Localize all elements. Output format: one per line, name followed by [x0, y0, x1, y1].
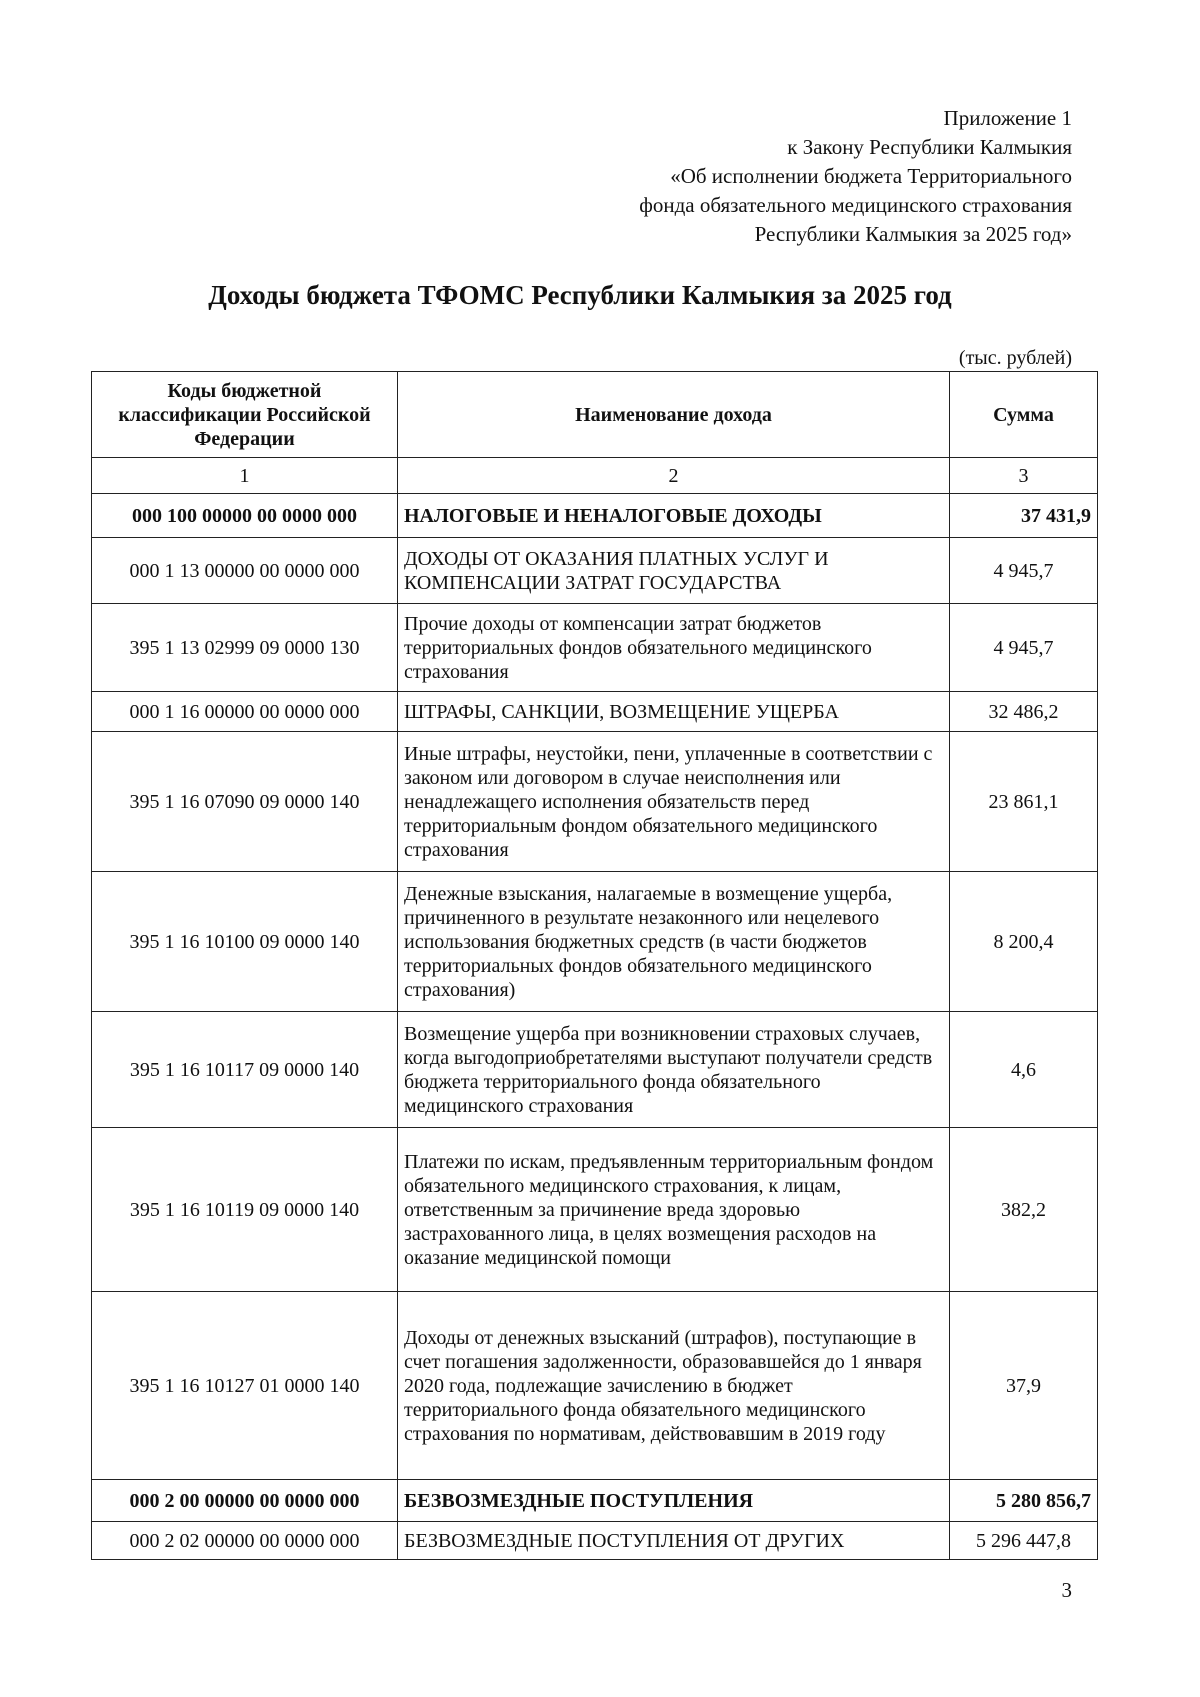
- row-name: БЕЗВОЗМЕЗДНЫЕ ПОСТУПЛЕНИЯ ОТ ДРУГИХ: [398, 1522, 950, 1560]
- row-name: НАЛОГОВЫЕ И НЕНАЛОГОВЫЕ ДОХОДЫ: [398, 494, 950, 538]
- header-sum: Сумма: [950, 372, 1098, 458]
- appendix-line: Приложение 1: [943, 106, 1072, 130]
- row-sum: 32 486,2: [950, 692, 1098, 732]
- table-row: [92, 1292, 1098, 1480]
- column-number: 3: [950, 458, 1098, 494]
- units-label: (тыс. рублей): [958, 347, 1072, 369]
- row-code: 395 1 16 10100 09 0000 140: [92, 872, 398, 1012]
- row-sum: 4,6: [950, 1012, 1098, 1128]
- row-code: 395 1 16 10127 01 0000 140: [92, 1292, 398, 1480]
- row-code: 395 1 16 07090 09 0000 140: [92, 732, 398, 872]
- table-row: [92, 872, 1098, 1012]
- table-row: [92, 1522, 1098, 1560]
- header-codes: Коды бюджетной классификации Российской Федерации: [92, 372, 398, 458]
- row-code: 000 2 02 00000 00 0000 000: [92, 1522, 398, 1560]
- table-row: [92, 494, 1098, 538]
- document-title: Доходы бюджета ТФОМС Республики Калмыкия за 2025 год: [208, 280, 952, 310]
- appendix-line: Республики Калмыкия за 2025 год»: [754, 222, 1072, 246]
- row-name: Возмещение ущерба при возникновении страховых случаев, когда выгодоприобретателями выступают получатели средств бюджета территориального фонда обязательного медицинского страхования: [398, 1012, 950, 1128]
- row-name: Доходы от денежных взысканий (штрафов), поступающие в счет погашения задолженности, образовавшейся до 1 января 2020 года, подлежащие зачислению в бюджет территориального фонда обязательного медицинского страхования по нормативам, действовавшим в 2019 году: [398, 1292, 950, 1480]
- column-number: 2: [398, 458, 950, 494]
- table-row: [92, 732, 1098, 872]
- table-row: [92, 538, 1098, 604]
- row-sum: 4 945,7: [950, 538, 1098, 604]
- appendix-line: к Закону Республики Калмыкия: [787, 135, 1072, 159]
- row-sum: 382,2: [950, 1128, 1098, 1292]
- page-number: 3: [1061, 1578, 1072, 1602]
- table-row: [92, 692, 1098, 732]
- row-name: Платежи по искам, предъявленным территориальным фондом обязательного медицинского страхования, к лицам, ответственным за причинение вреда здоровью застрахованного лица, в целях возмещения расходов на оказание медицинской помощи: [398, 1128, 950, 1292]
- row-name: ШТРАФЫ, САНКЦИИ, ВОЗМЕЩЕНИЕ УЩЕРБА: [398, 692, 950, 732]
- table-row: [92, 1012, 1098, 1128]
- row-name: БЕЗВОЗМЕЗДНЫЕ ПОСТУПЛЕНИЯ: [398, 1480, 950, 1522]
- table-row: [92, 1480, 1098, 1522]
- row-sum: 37,9: [950, 1292, 1098, 1480]
- row-code: 000 2 00 00000 00 0000 000: [92, 1480, 398, 1522]
- row-sum: 8 200,4: [950, 872, 1098, 1012]
- row-name: Денежные взыскания, налагаемые в возмещение ущерба, причиненного в результате незаконного или нецелевого использования бюджетных средств (в части бюджетов территориальных фондов обязательного медицинского страхования): [398, 872, 950, 1012]
- row-sum: 23 861,1: [950, 732, 1098, 872]
- table-row: [92, 604, 1098, 692]
- row-code: 000 1 16 00000 00 0000 000: [92, 692, 398, 732]
- row-sum: 37 431,9: [950, 494, 1098, 538]
- header-name: Наименование дохода: [398, 372, 950, 458]
- row-name: ДОХОДЫ ОТ ОКАЗАНИЯ ПЛАТНЫХ УСЛУГ И КОМПЕНСАЦИИ ЗАТРАТ ГОСУДАРСТВА: [398, 538, 950, 604]
- appendix-note: [639, 104, 1072, 249]
- appendix-line: «Об исполнении бюджета Территориального: [670, 164, 1072, 188]
- row-code: 000 100 00000 00 0000 000: [92, 494, 398, 538]
- appendix-line: фонда обязательного медицинского страхования: [639, 193, 1072, 217]
- row-name: Иные штрафы, неустойки, пени, уплаченные в соответствии с законом или договором в случае неисполнения или ненадлежащего исполнения обязательств перед территориальным фондом обязательного медицинского страхования: [398, 732, 950, 872]
- row-code: 395 1 13 02999 09 0000 130: [92, 604, 398, 692]
- row-code: 000 1 13 00000 00 0000 000: [92, 538, 398, 604]
- column-number-row: [92, 458, 1098, 494]
- header-row: [92, 372, 1098, 458]
- income-table: [91, 371, 1098, 1560]
- row-sum: 4 945,7: [950, 604, 1098, 692]
- row-code: 395 1 16 10117 09 0000 140: [92, 1012, 398, 1128]
- row-sum: 5 280 856,7: [950, 1480, 1098, 1522]
- column-number: 1: [92, 458, 398, 494]
- row-code: 395 1 16 10119 09 0000 140: [92, 1128, 398, 1292]
- table-row: [92, 1128, 1098, 1292]
- row-name: Прочие доходы от компенсации затрат бюджетов территориальных фондов обязательного медицинского страхования: [398, 604, 950, 692]
- row-sum: 5 296 447,8: [950, 1522, 1098, 1560]
